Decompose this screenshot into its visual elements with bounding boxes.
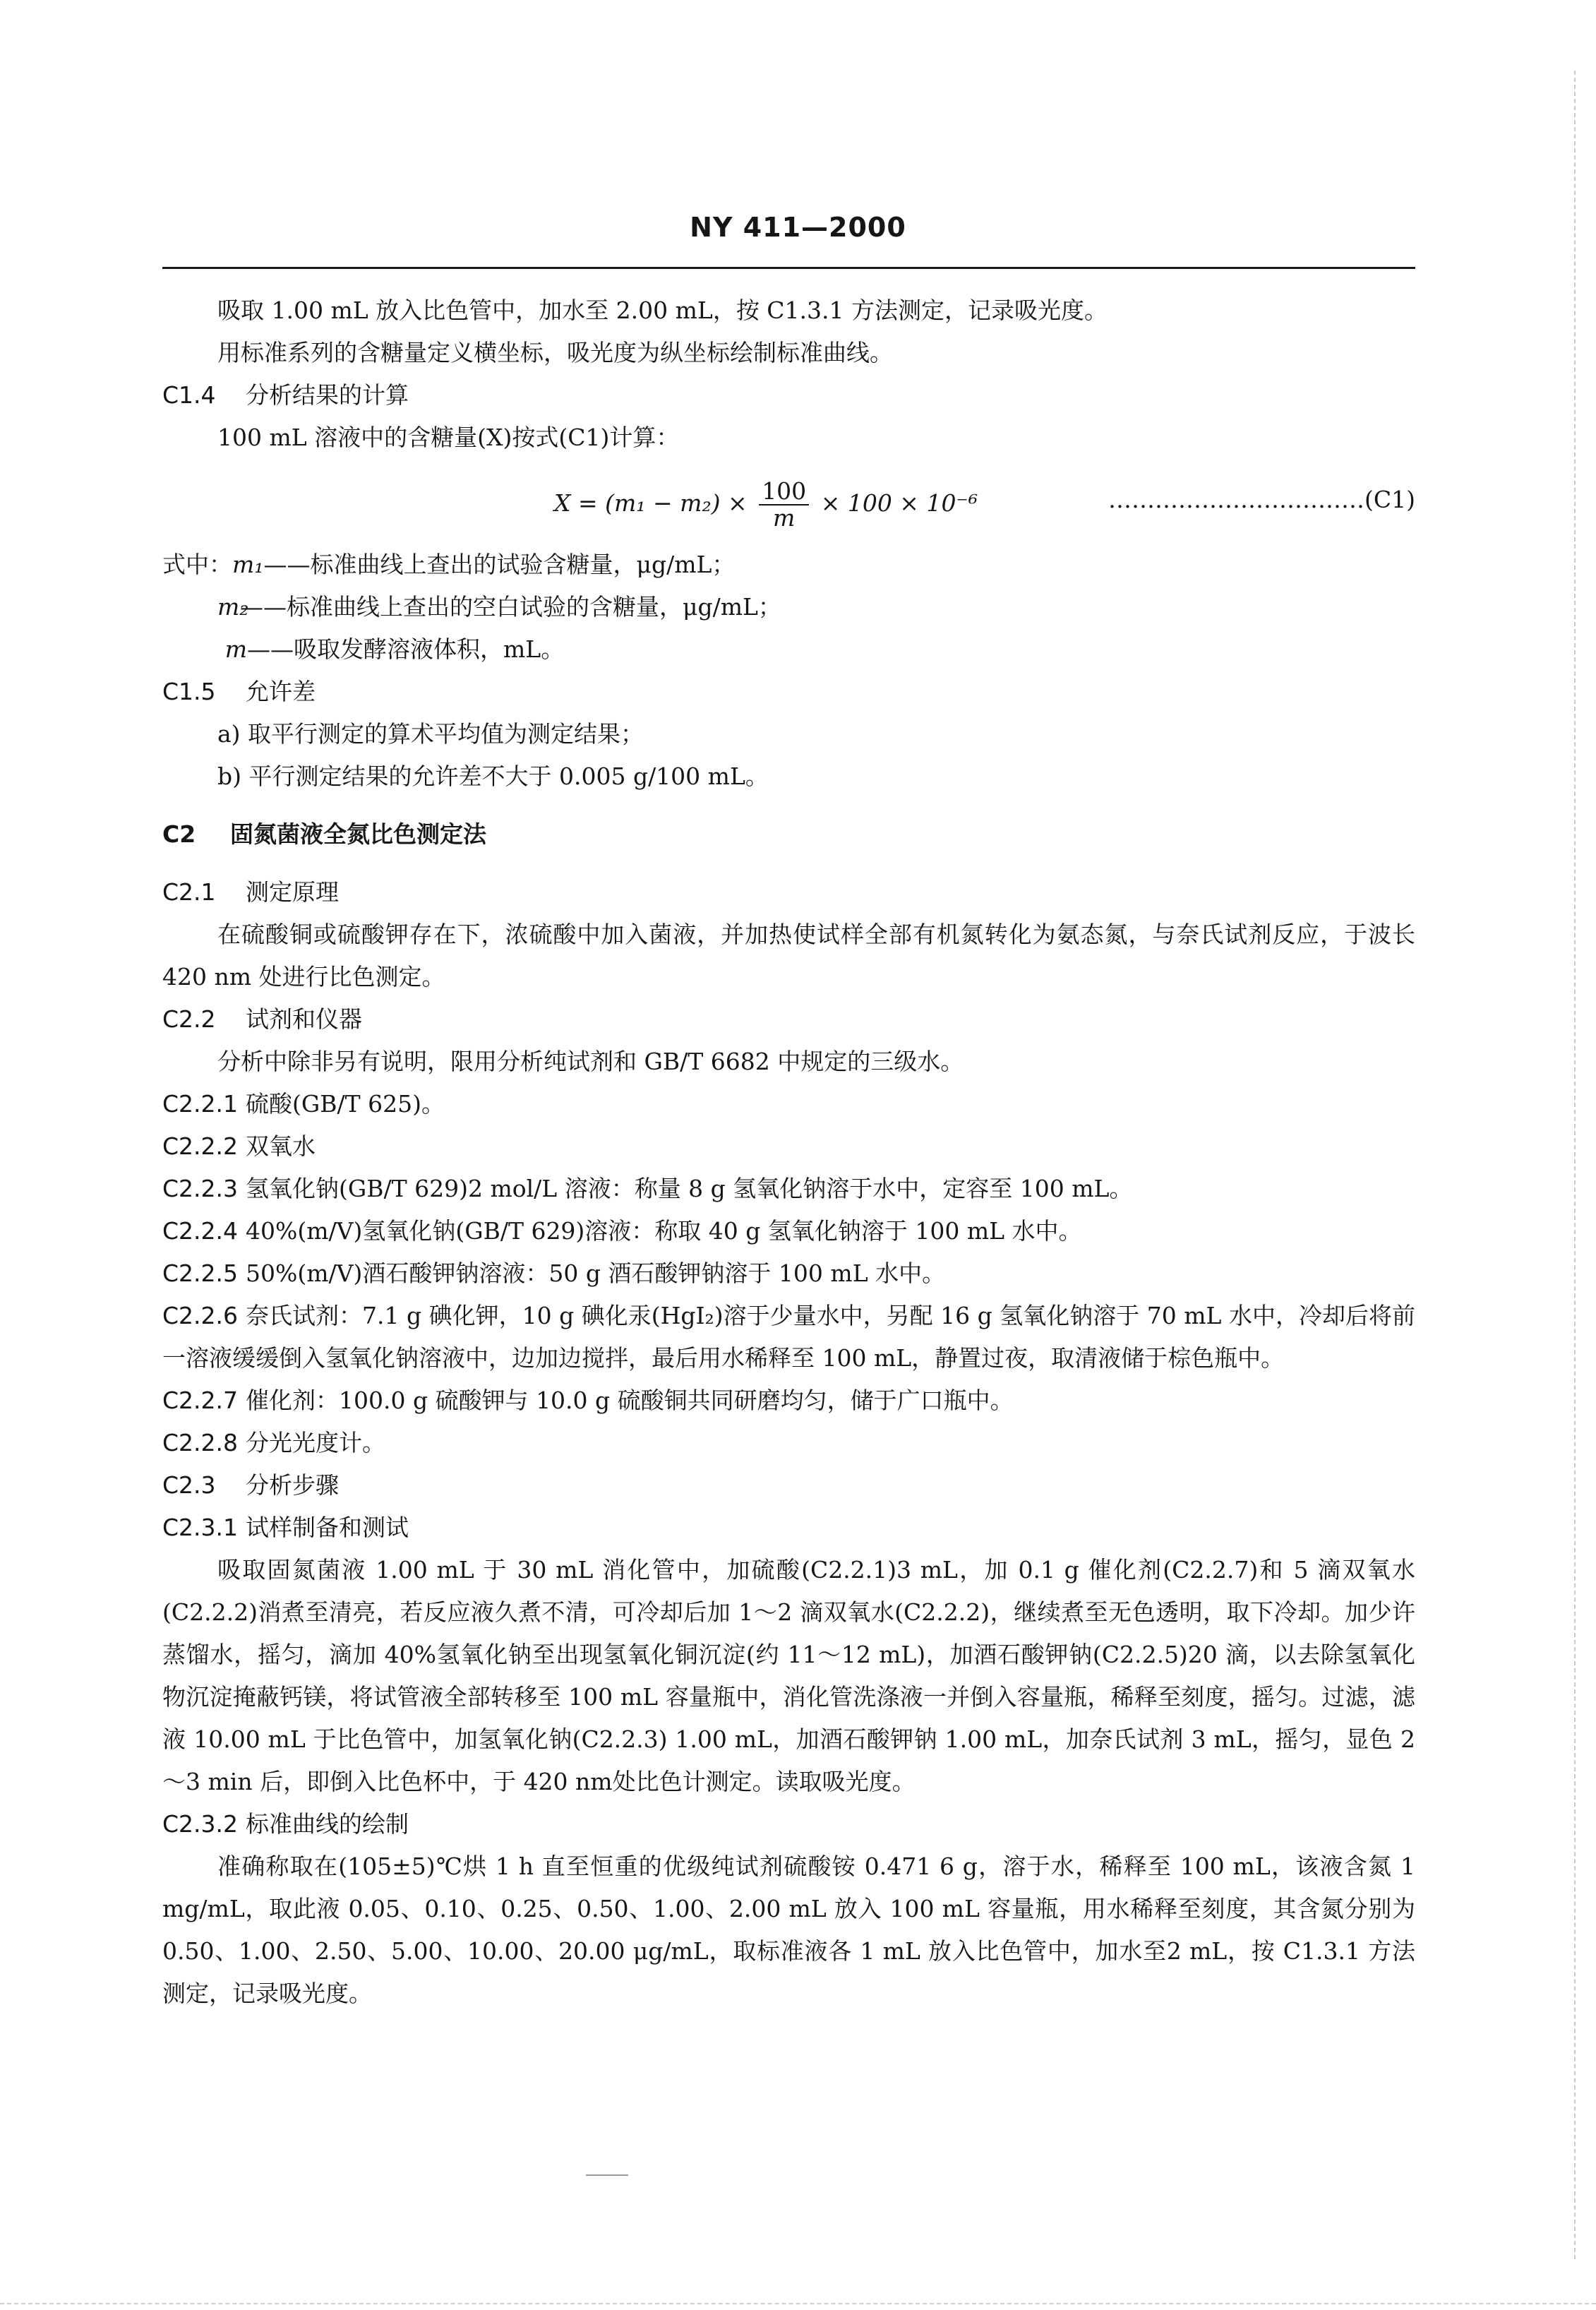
section-c2-3-2 xyxy=(162,1803,1415,1845)
definition-symbol: m₂ xyxy=(217,593,249,621)
section-number: C1.5 xyxy=(162,678,216,705)
clause-number: C2.2.4 xyxy=(162,1217,239,1245)
clause-c2-2-7 xyxy=(162,1380,1415,1422)
section-number: C2.3.1 xyxy=(162,1514,239,1541)
clause-number: C2.2.8 xyxy=(162,1429,239,1456)
paragraph-standard-curve-drawing: 准确称取在(105±5)℃烘 1 h 直至恒重的优级纯试剂硫酸铵 0.471 6 g，溶于水，稀释至 100 mL，该液含氮 1 mg/mL，取此液 0.05、0.10、0.25、0.50、1.00、2.00 mL 放入 100 mL 容量瓶，用水稀释至刻度，其含氮分别为 0.50、1.00、2.50、5.00、10.00、20.00 μg/mL，取标准液各 1 mL 放入比色管中，加水至2 mL，按 C1.3.1 方法测定，记录吸光度。 xyxy=(162,1853,1415,2007)
section-title: 试剂和仪器 xyxy=(246,1005,362,1033)
paragraph-calc-intro: 100 mL 溶液中的含糖量(X)按式(C1)计算： xyxy=(217,424,680,451)
clause-text: 硫酸(GB/T 625)。 xyxy=(246,1090,445,1118)
footer-mark xyxy=(586,2174,628,2176)
section-title: 允许差 xyxy=(246,678,316,705)
clause-c2-2-8 xyxy=(162,1422,1415,1464)
definition-item xyxy=(162,586,1415,628)
definition-lead: 式中： xyxy=(162,551,232,578)
fraction-numerator: 100 xyxy=(759,479,809,505)
definition-symbol: m₁ xyxy=(232,551,264,578)
chapter-title: 固氮菌液全氮比色测定法 xyxy=(230,820,486,848)
section-number: C2.2 xyxy=(162,1005,216,1033)
section-title: 分析步骤 xyxy=(246,1471,339,1499)
clause-c2-2-3 xyxy=(162,1168,1415,1210)
definition-symbol: m xyxy=(224,635,247,663)
clause-text: 奈氏试剂：7.1 g 碘化钾，10 g 碘化汞(HgI₂)溶于少量水中，另配 16 g 氢氧化钠溶于 70 mL 水中，冷却后将前一溶液缓缓倒入氢氧化钠溶液中，边加边搅拌，最后用水稀释至 100 mL，静置过夜，取清液储于棕色瓶中。 xyxy=(162,1302,1415,1372)
section-number: C2.3 xyxy=(162,1471,216,1499)
clause-text: 50%(m/V)酒石酸钾钠溶液：50 g 酒石酸钾钠溶于 100 mL 水中。 xyxy=(246,1259,946,1287)
clause-text: 分光光度计。 xyxy=(246,1429,385,1456)
paragraph-principle: 在硫酸铜或硫酸钾存在下，浓硫酸中加入菌液，并加热使试样全部有机氮转化为氨态氮，与奈氏试剂反应，于波长 420 nm 处进行比色测定。 xyxy=(162,921,1415,991)
scan-edge-bottom-line xyxy=(0,2303,1596,2304)
section-c1-4 xyxy=(162,374,1415,417)
chapter-c2 xyxy=(162,813,1415,856)
section-c2-1 xyxy=(162,871,1415,914)
definition-item xyxy=(162,544,1415,586)
list-item-b: b) 平行测定结果的允许差不大于 0.005 g/100 mL。 xyxy=(217,762,769,790)
section-number: C2.1 xyxy=(162,878,216,906)
document-body xyxy=(162,289,1415,2015)
section-number: C1.4 xyxy=(162,381,216,409)
definition-text: ——标准曲线上查出的空白试验的含糖量，μg/mL； xyxy=(240,593,781,621)
section-c2-3 xyxy=(162,1464,1415,1507)
paragraph-sample-prep: 吸取固氮菌液 1.00 mL 于 30 mL 消化管中，加硫酸(C2.2.1)3 mL，加 0.1 g 催化剂(C2.2.7)和 5 滴双氧水(C2.2.2)消煮至清亮，若反应液久煮不清，可冷却后加 1～2 滴双氧水(C2.2.2)，继续煮至无色透明，取下冷却。加少许蒸馏水，摇匀，滴加 40%氢氧化钠至出现氢氧化铜沉淀(约 11～12 mL)，加酒石酸钾钠(C2.2.5)20 滴，以去除氢氧化物沉淀掩蔽钙镁，将试管液全部转移至 100 mL 容量瓶中，消化管洗涤液一并倒入容量瓶，稀释至刻度，摇匀。过滤，滤液 10.00 mL 于比色管中，加氢氧化钠(C2.2.3) 1.00 mL，加酒石酸钾钠 1.00 mL，加奈氏试剂 3 mL，摇匀，显色 2～3 min 后，即倒入比色杯中，于 420 nm处比色计测定。读取吸光度。 xyxy=(162,1556,1415,1795)
section-title: 标准曲线的绘制 xyxy=(246,1810,409,1838)
list-item-a: a) 取平行测定的算术平均值为测定结果； xyxy=(217,720,644,748)
definition-text: ——标准曲线上查出的试验含糖量，μg/mL； xyxy=(263,551,736,578)
scan-edge-line xyxy=(1574,71,1576,2259)
formula-c1 xyxy=(162,459,1415,544)
clause-text: 40%(m/V)氢氧化钠(GB/T 629)溶液：称取 40 g 氢氧化钠溶于 100 mL 水中。 xyxy=(246,1217,1082,1245)
header-rule xyxy=(162,267,1415,269)
formula-right: × 100 × 10⁻⁶ xyxy=(820,489,978,517)
section-title: 试样制备和测试 xyxy=(246,1514,409,1541)
clause-number: C2.2.2 xyxy=(162,1132,239,1160)
fraction-denominator: m xyxy=(773,504,796,532)
clause-number: C2.2.3 xyxy=(162,1175,239,1202)
formula-tag: ……………………………(C1) xyxy=(1108,486,1415,513)
formula-definitions xyxy=(162,544,1415,671)
clause-c2-2-5 xyxy=(162,1252,1415,1295)
paragraph-reagents-note: 分析中除非另有说明，限用分析纯试剂和 GB/T 6682 中规定的三级水。 xyxy=(217,1048,964,1075)
formula-expression xyxy=(554,479,978,531)
clause-text: 催化剂：100.0 g 硫酸钾与 10.0 g 硫酸铜共同研磨均匀，储于广口瓶中。 xyxy=(246,1387,1014,1414)
definition-item xyxy=(162,628,1415,671)
clause-number: C2.2.1 xyxy=(162,1090,239,1118)
standard-code-header: NY 411—2000 xyxy=(690,212,906,243)
clause-text: 双氧水 xyxy=(246,1132,316,1160)
section-c2-2 xyxy=(162,998,1415,1041)
section-c2-3-1 xyxy=(162,1507,1415,1549)
formula-fraction xyxy=(759,479,809,531)
clause-c2-2-2 xyxy=(162,1125,1415,1168)
clause-number: C2.2.5 xyxy=(162,1259,239,1287)
chapter-number: C2 xyxy=(162,820,196,848)
formula-left: X = (m₁ − m₂) × xyxy=(554,489,748,517)
paragraph-standard-curve: 用标准系列的含糖量定义横坐标，吸光度为纵坐标绘制标准曲线。 xyxy=(217,339,893,366)
clause-number: C2.2.6 xyxy=(162,1302,239,1329)
section-number: C2.3.2 xyxy=(162,1810,239,1838)
clause-c2-2-6 xyxy=(162,1295,1415,1380)
clause-text: 氢氧化钠(GB/T 629)2 mol/L 溶液：称量 8 g 氢氧化钠溶于水中，定容至 100 mL。 xyxy=(246,1175,1133,1202)
clause-number: C2.2.7 xyxy=(162,1387,239,1414)
section-title: 测定原理 xyxy=(246,878,339,906)
definition-text: ——吸取发酵溶液体积，mL。 xyxy=(247,635,565,663)
clause-c2-2-4 xyxy=(162,1210,1415,1252)
clause-c2-2-1 xyxy=(162,1083,1415,1125)
section-title: 分析结果的计算 xyxy=(246,381,409,409)
paragraph-absorb: 吸取 1.00 mL 放入比色管中，加水至 2.00 mL，按 C1.3.1 方法测定，记录吸光度。 xyxy=(217,297,1108,324)
section-c1-5 xyxy=(162,671,1415,713)
